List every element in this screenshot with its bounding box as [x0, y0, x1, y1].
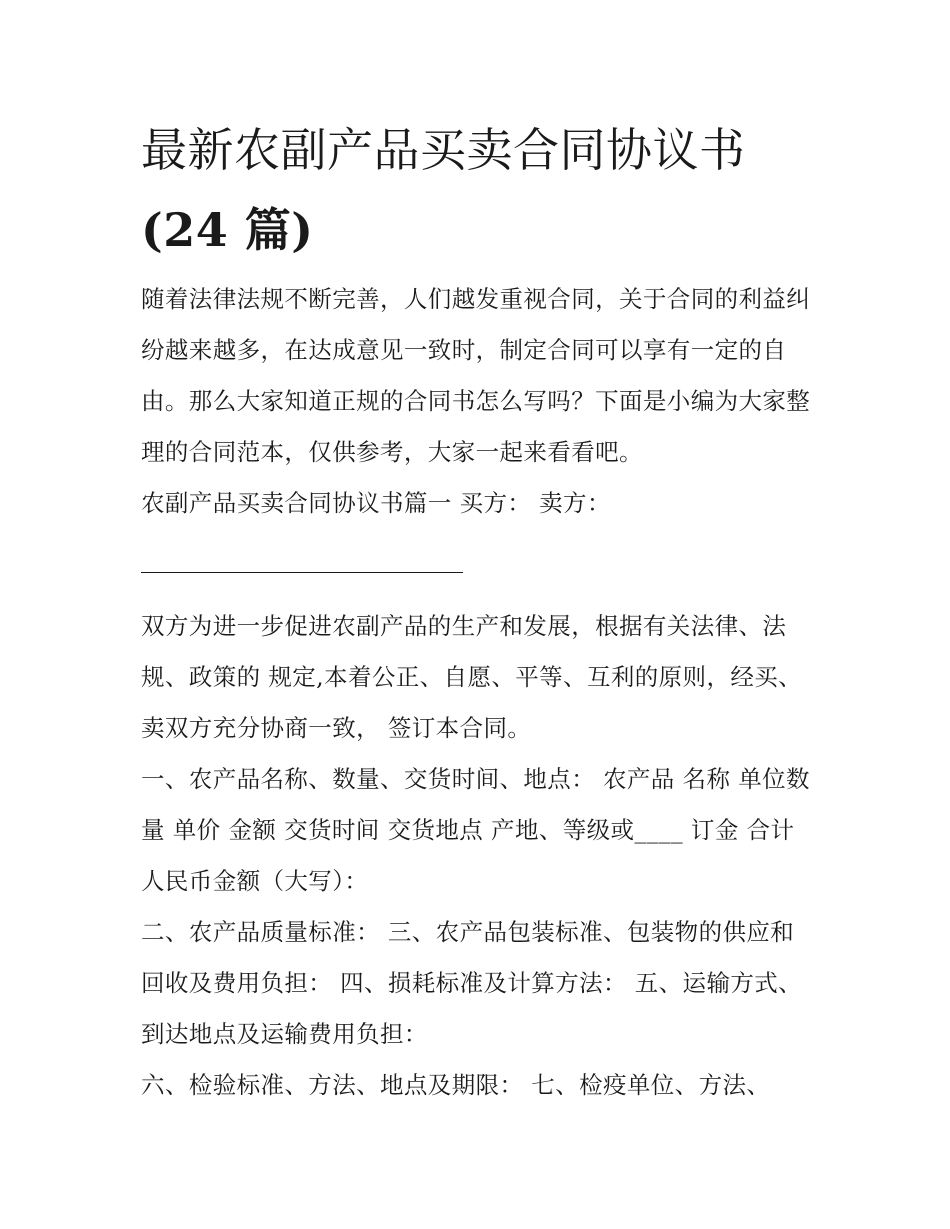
clause-2-5-standards: 二、农产品质量标准： 三、农产品包装标准、包装物的供应和回收及费用负担： 四、损耗标准及计算方法： 五、运输方式、到达地点及运输费用负担： [141, 918, 803, 1048]
contract-parties-line: 农副产品买卖合同协议书篇一 买方： 卖方： [141, 489, 611, 517]
document-title [141, 110, 813, 270]
signature-underline [141, 572, 463, 573]
title-line-1: 最新农副产品买卖合同协议书 [141, 123, 746, 177]
title-line-2: (24 篇) [141, 203, 314, 257]
clause-1-product-details: 一、农产品名称、数量、交货时间、地点： 农产品 名称 单位数量 单价 金额 交货时间 交货地点 产地、等级或____ 订金 合计人民币金额（大写）： [141, 765, 810, 895]
contract-preamble: 双方为进一步促进农副产品的生产和发展，根据有关法律、法规、政策的 规定,本着公正、自愿、平等、互利的原则，经买、卖双方充分协商一致， 签订本合同。 [141, 612, 803, 742]
intro-paragraph: 随着法律法规不断完善，人们越发重视合同，关于合同的利益纠纷越来越多，在达成意见一致时，制定合同可以享有一定的自由。那么大家知道正规的合同书怎么写吗？下面是小编为大家整理的合同范本，仅供参考，大家一起来看看吧。 [141, 285, 811, 466]
document-content [141, 110, 813, 1111]
clause-6-7-inspection: 六、检验标准、方法、地点及期限： 七、检疫单位、方法、 [141, 1071, 771, 1099]
